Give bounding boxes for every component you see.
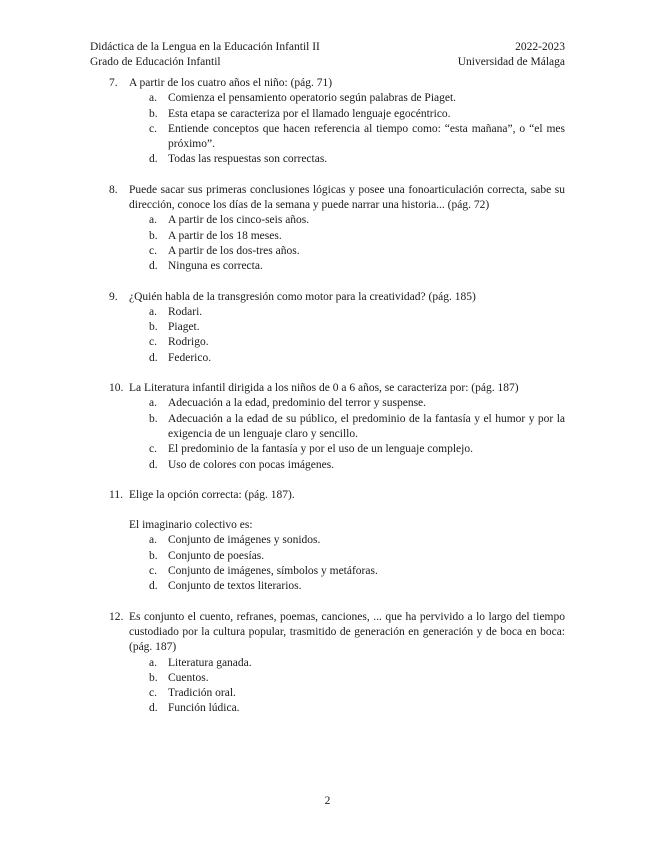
question-item (109, 381, 565, 473)
option-letter: d. (149, 153, 158, 166)
question-item (109, 610, 565, 717)
option-text: Esta etapa se caracteriza por el llamado lenguaje egocéntrico. (168, 107, 451, 120)
option-letter: c. (149, 122, 157, 135)
option-text: Uso de colores con pocas imágenes. (168, 458, 335, 471)
answer-option (149, 335, 565, 350)
option-letter: c. (149, 565, 157, 578)
option-text: Conjunto de imágenes, símbolos y metáforas. (168, 565, 378, 578)
option-letter: a. (149, 305, 157, 318)
option-text: A partir de los cinco-seis años. (168, 214, 310, 227)
answer-option (149, 671, 565, 686)
academic-year: 2022-2023 (515, 41, 565, 53)
option-text: A partir de los 18 meses. (168, 229, 282, 242)
answer-option (149, 549, 565, 564)
option-text: Conjunto de textos literarios. (168, 580, 302, 593)
option-text: Adecuación a la edad de su público, el predominio de la fantasía y el humor y por la exigencia de un lenguaje claro y sencillo. (168, 412, 565, 440)
option-letter: a. (149, 397, 157, 410)
option-text: Tradición oral. (168, 687, 236, 700)
option-letter: a. (149, 534, 157, 547)
answer-option (149, 229, 565, 244)
option-text: Rodrigo. (168, 336, 209, 349)
question-stem (109, 290, 565, 305)
answer-option (149, 701, 565, 716)
question-number: 12. (109, 610, 124, 623)
option-text: Entiende conceptos que hacen referencia al tiempo como: “esta mañana”, o “el mes próximo”. (168, 122, 565, 151)
answer-option (149, 320, 565, 335)
option-text: El predominio de la fantasía y por el uso de un lenguaje complejo. (168, 443, 473, 456)
option-text: Federico. (168, 351, 212, 364)
question-text: Puede sacar sus primeras conclusiones lógicas y posee una fonoarticulación correcta, sabe su dirección, conoce los días de la semana y puede narrar una historia... (pág. 72) (129, 183, 565, 212)
option-letter: a. (149, 656, 157, 669)
question-stem (109, 488, 565, 503)
option-text: A partir de los dos-tres años. (168, 244, 300, 257)
option-letter: d. (149, 351, 158, 364)
question-item (109, 76, 565, 168)
answer-option (149, 122, 565, 153)
answer-option (149, 91, 565, 106)
answer-options (149, 91, 565, 167)
question-number: 11. (109, 488, 123, 501)
question-subtext: El imaginario colectivo es: (129, 519, 253, 532)
question-text: ¿Quién habla de la transgresión como motor para la creatividad? (pág. 185) (129, 290, 476, 303)
option-letter: c. (149, 687, 157, 700)
answer-options (149, 213, 565, 274)
option-letter: a. (149, 214, 157, 227)
option-text: Piaget. (168, 321, 200, 334)
option-text: Función lúdica. (168, 702, 240, 715)
answer-option (149, 396, 565, 411)
answer-options (149, 396, 565, 472)
option-letter: b. (149, 321, 158, 334)
page-number: 2 (324, 795, 331, 807)
option-letter: c. (149, 244, 157, 257)
option-letter: b. (149, 671, 158, 684)
option-letter: b. (149, 412, 158, 425)
question-stem (109, 183, 565, 214)
answer-option (149, 686, 565, 701)
answer-option (149, 305, 565, 320)
answer-option (149, 656, 565, 671)
question-stem (109, 381, 565, 396)
option-letter: b. (149, 107, 158, 120)
question-number: 7. (109, 77, 118, 89)
option-text: Cuentos. (168, 671, 209, 684)
option-letter: c. (149, 443, 157, 456)
answer-option (149, 259, 565, 274)
answer-option (149, 458, 565, 473)
question-number: 9. (109, 290, 118, 303)
question-stem (109, 610, 565, 656)
questions-list (109, 76, 565, 732)
question-text: La Literatura infantil dirigida a los niños de 0 a 6 años, se caracteriza por: (pág. 187) (129, 382, 519, 395)
question-item (109, 183, 565, 275)
option-letter: d. (149, 702, 158, 715)
answer-option (149, 351, 565, 366)
answer-option (149, 579, 565, 594)
option-text: Ninguna es correcta. (168, 260, 263, 273)
degree-name: Grado de Educación Infantil (90, 56, 221, 68)
question-number: 10. (109, 382, 124, 395)
option-letter: b. (149, 549, 158, 562)
option-letter: b. (149, 229, 158, 242)
option-letter: d. (149, 458, 158, 471)
option-letter: d. (149, 580, 158, 593)
option-letter: a. (149, 92, 157, 105)
question-stem (109, 76, 565, 91)
answer-option (149, 244, 565, 259)
answer-options (149, 656, 565, 717)
answer-option (149, 442, 565, 457)
answer-option (149, 564, 565, 579)
question-text: Es conjunto el cuento, refranes, poemas, canciones, ... que ha pervivido a lo largo del tiempo custodiado por la cultura popular, trasmitido de generación en generación y de boca en boca: (pág. 187) (129, 610, 565, 654)
question-number: 8. (109, 183, 118, 196)
option-text: Rodari. (168, 305, 203, 318)
option-text: Conjunto de imágenes y sonidos. (168, 534, 321, 547)
question-item (109, 290, 565, 366)
answer-option (149, 412, 565, 443)
answer-options (149, 533, 565, 594)
answer-option (149, 213, 565, 228)
university-name: Universidad de Málaga (457, 56, 565, 68)
question-text: A partir de los cuatro años el niño: (pág. 71) (129, 77, 333, 89)
course-title: Didáctica de la Lengua en la Educación Infantil II (90, 41, 320, 53)
option-text: Comienza el pensamiento operatorio según palabras de Piaget. (168, 92, 457, 105)
option-text: Conjunto de poesías. (168, 549, 265, 562)
answer-option (149, 533, 565, 548)
option-letter: c. (149, 336, 157, 349)
option-letter: d. (149, 260, 158, 273)
question-text: Elige la opción correcta: (pág. 187). (129, 488, 295, 501)
answer-option (149, 107, 565, 122)
option-text: Adecuación a la edad, predominio del terror y suspense. (168, 397, 427, 410)
answer-option (149, 152, 565, 167)
question-item (109, 488, 565, 595)
option-text: Literatura ganada. (168, 656, 252, 669)
answer-options (149, 305, 565, 366)
option-text: Todas las respuestas son correctas. (168, 153, 328, 166)
